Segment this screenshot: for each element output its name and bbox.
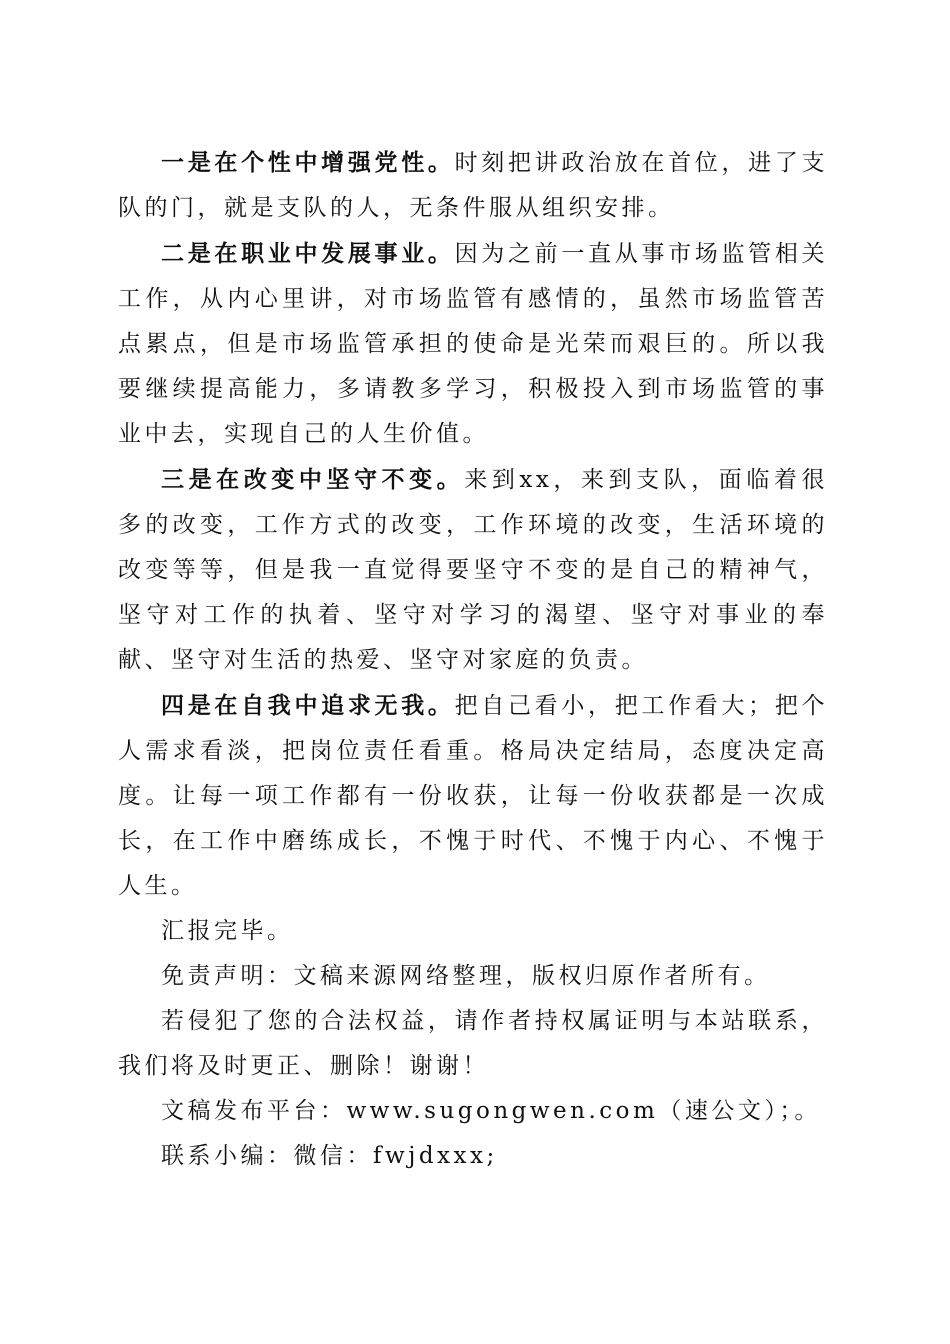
paragraph-2-text: 因为之前一直从事市场监管相关工作，从内心里讲，对市场监管有感情的，虽然市场监管苦点累点，但是市场监管承担的使命是光荣而艰巨的。所以我要继续提高能力，多请教多学习，积极投入到市场监管的事业中去，实现自己的人生价值。: [118, 241, 828, 447]
paragraph-4-heading: 四是在自我中追求无我。: [161, 692, 455, 719]
paragraph-1-text: 时刻把讲政治放在首位，进了支队的门，就是支队的人，无条件服从组织安排。: [118, 150, 828, 221]
paragraph-1: [118, 140, 828, 231]
paragraph-3-text: 来到xx，来到支队，面临着很多的改变，工作方式的改变，工作环境的改变，生活环境的改变等等，但是我一直觉得要坚守不变的是自己的精神气，坚守对工作的执着、坚守对学习的渴望、坚守对事业的奉献、坚守对生活的热爱、坚守对家庭的负责。: [118, 467, 828, 673]
paragraph-1-heading: 一是在个性中增强党性。: [161, 149, 455, 176]
paragraph-4-text: 把自己看小，把工作看大；把个人需求看淡，把岗位责任看重。格局决定结局，态度决定高度。让每一项工作都有一份收获，让每一份收获都是一次成长，在工作中磨练成长，不愧于时代、不愧于内心、不愧于人生。: [118, 693, 828, 899]
document-body: [118, 140, 828, 1179]
paragraph-3: [118, 457, 828, 683]
paragraph-2-heading: 二是在职业中发展事业。: [161, 240, 455, 267]
infringement-notice: 若侵犯了您的合法权益，请作者持权属证明与本站联系，我们将及时更正、删除！谢谢！: [118, 1008, 828, 1079]
paragraph-3-heading: 三是在改变中坚守不变。: [161, 466, 465, 493]
paragraph-2: [118, 231, 828, 457]
closing-line: 汇报完毕。: [161, 918, 294, 944]
disclaimer-line: 免责声明：文稿来源网络整理，版权归原作者所有。: [161, 963, 771, 989]
platform-line: 文稿发布平台：www.sugongwen.com（速公文）；。: [161, 1098, 821, 1124]
paragraph-4: [118, 683, 828, 909]
contact-line: 联系小编：微信：fwjdxxx;: [161, 1143, 498, 1169]
